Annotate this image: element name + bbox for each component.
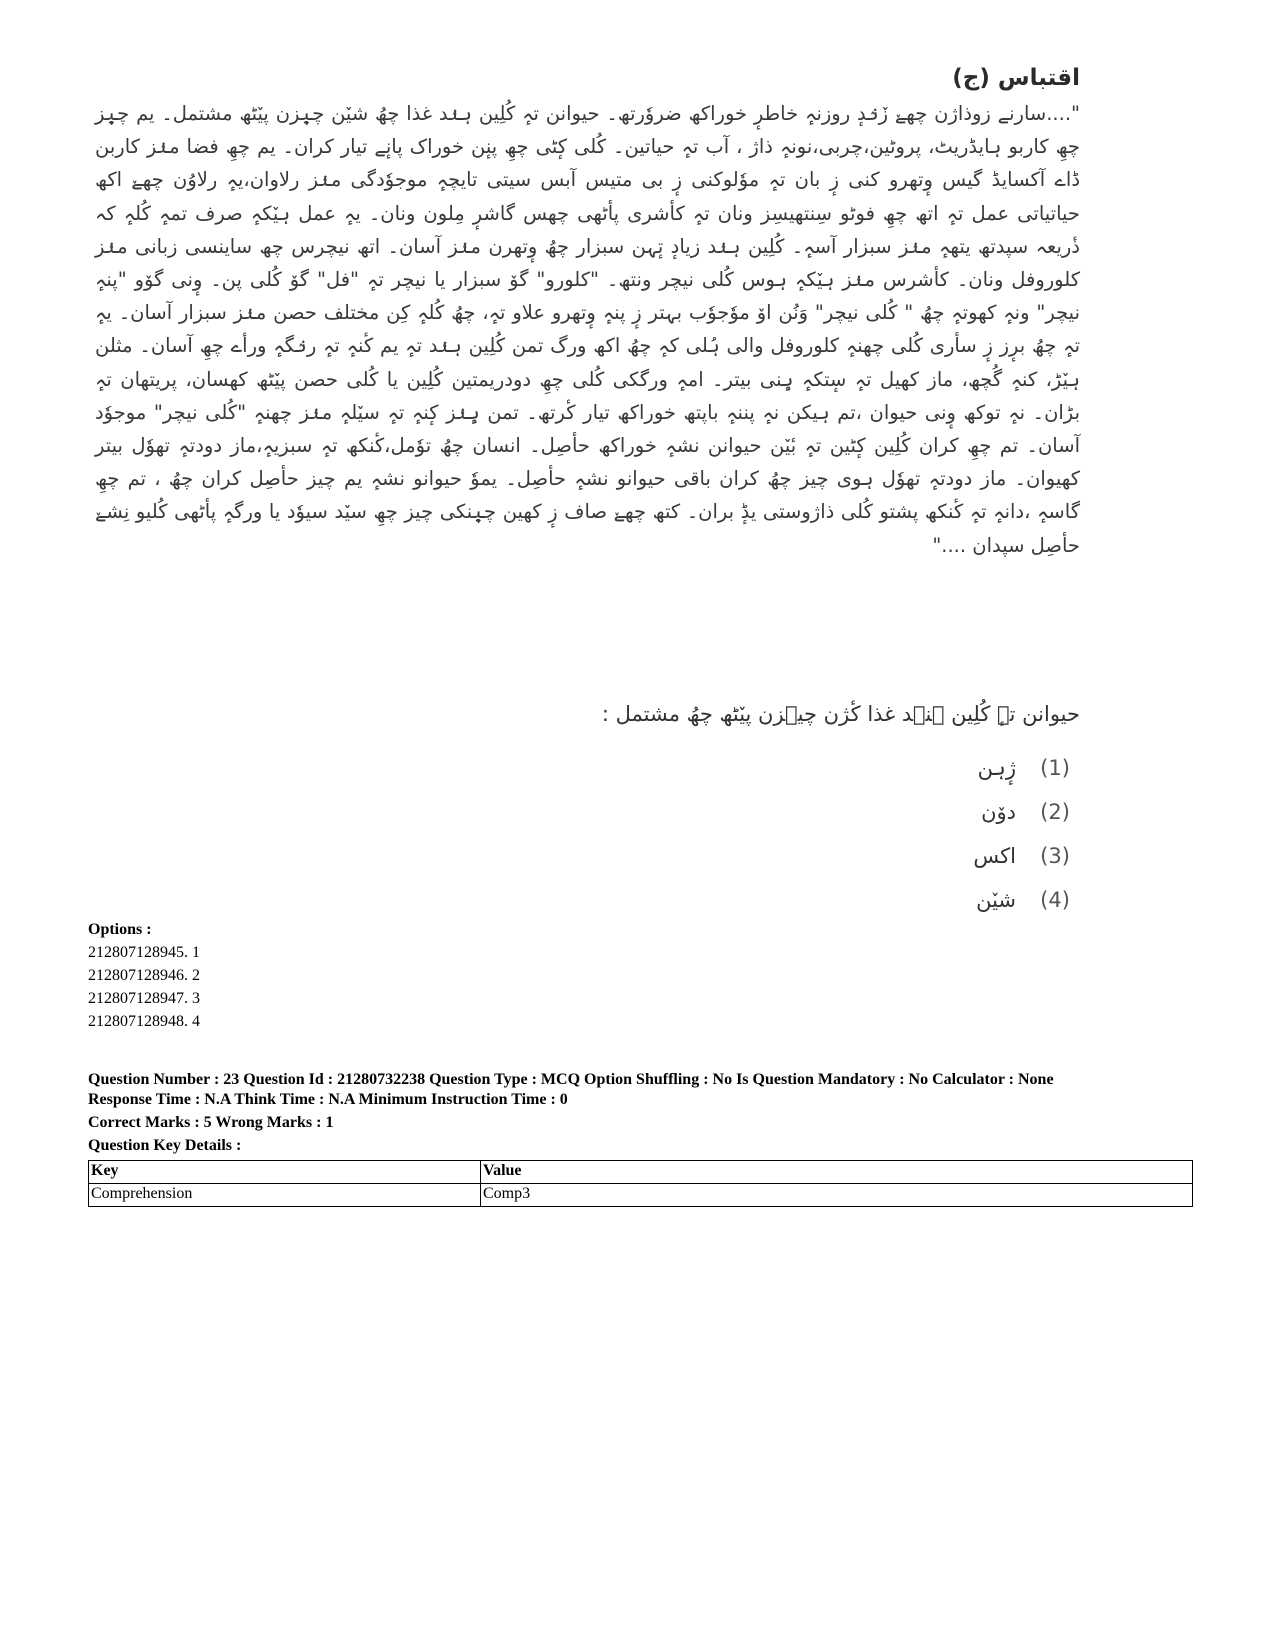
- option-id-item: 212807128945. 1: [88, 944, 200, 961]
- table-cell-key: Comprehension: [89, 1184, 481, 1207]
- table-header-row: [89, 1161, 1193, 1184]
- choice-number: (1): [1040, 756, 1070, 780]
- question-meta-line: Response Time : N.A Think Time : N.A Minimum Instruction Time : 0: [88, 1091, 568, 1108]
- table-row: [89, 1184, 1193, 1207]
- table-header-key: Key: [89, 1161, 481, 1184]
- passage-heading: اقتباس (ج): [952, 65, 1080, 91]
- choice-list: [860, 746, 1080, 922]
- question-stem: حیوانن تہٕ کُلِین ہنٛد غذا کٔژن چیٖزن پیٚٹھ چھُ مشتمل :: [601, 702, 1080, 726]
- choice-text: شیٚن: [976, 888, 1016, 912]
- choice-number: (3): [1040, 844, 1070, 868]
- question-meta: [88, 1070, 1198, 1156]
- choice-number: (2): [1040, 800, 1070, 824]
- key-details-label: Question Key Details :: [88, 1137, 242, 1154]
- choice-item: [860, 746, 1080, 790]
- choice-item: [860, 790, 1080, 834]
- choice-item: [860, 834, 1080, 878]
- option-id-item: 212807128948. 4: [88, 1013, 200, 1030]
- choice-text: دوٚن: [981, 800, 1016, 824]
- options-title: Options :: [88, 921, 152, 938]
- passage-block: [95, 65, 1080, 562]
- table-cell-value: Comp3: [481, 1184, 1193, 1207]
- marks-line: Correct Marks : 5 Wrong Marks : 1: [88, 1114, 334, 1131]
- question-meta-line: Question Number : 23 Question Id : 21280732238 Question Type : MCQ Option Shuffling : No Is Question Mandatory : No Calculator : None: [88, 1071, 1054, 1088]
- key-details-table: [88, 1160, 1193, 1207]
- choice-item: [860, 878, 1080, 922]
- table-header-value: Value: [481, 1161, 1193, 1184]
- choice-text: اکس: [973, 844, 1016, 868]
- choice-text: ژٕہن: [977, 756, 1016, 780]
- choice-number: (4): [1040, 888, 1070, 912]
- options-block: [88, 918, 200, 1033]
- option-id-item: 212807128946. 2: [88, 967, 200, 984]
- passage-text: "....سارنے زوذاژن چھےٚ زٚنٛدٕ روزنہٕ خاطرٕ خوراکھ ضروٗرتھ۔ حیوانن تہٕ کُلِین ہنٛد غذا چھُ شیٚن چیٖزن پیٚٹھ مشتمل۔ یم چیٖز چھِ کاربو ہایڈریٹ، پروٹین،چربی،نونہٕ ذاژ ، آب تہٕ حیاتین۔ کُلی کٕٹی چھِ پنٕن خوراک پانٕے تیار کران۔ یم چھِ فضا منٛز کاربن ڈاے آکسایڈ گیس وٕتھرو کنی زٕ بان تہٕ موٗلوکنی زٕ بی متیس آبس سیتی تایچہٕ موجوٗدگی منٛز رلاوان،یہٕ رلاوُن چھےٚ اکھ حیاتیاتی عمل تہٕ اتھ چھِ فوٹو سِنتھیسِز ونان تہٕ کأشری پأٹھی چھس گاشرٕ مِلون ونان۔ یہٕ عمل ہیٚکہٕ صرف تمہٕ کُلہٕ کہ ذٔریعہ سپدتھ یتھہٕ منٛز سبزار آسہٕ۔ کُلِین ہنٛد زیادٕ تٕہن سبزار چھُ وٕتھرن منٛز آسان۔ اتھ نیچرس چھ ساینسی زبانی منٛز کلوروفل ونان۔ کأشرس منٛز ہیٚکہٕ ہوس کُلی نیچر ونتھ۔ "کلورو" گوٚ سبزار یا نیچر تہٕ "فل" گوٚ کُلی پن۔ وٕنی گوٚو "پنہٕ نیچر" ونہٕ کھوتہٕ چھُ " کُلی نیچر" وَنُن اوٚ موٗجوٗب بہتر زٕ پنہٕ وٕتھرو علاو تہٕ، چھُ کُلہٕ کِن مختلف حصن منٛز سبزار آسان۔ یہٕ تہٕ چھُ برٕز زٕ سأری کُلی چھنہٕ کلوروفل والی ہُلی کہٕ چھُ اکھ ورگ تمن کُلِین ہنٛد تہٕ یم کٔنہٕ تہٕ رنٛگہٕ ورأے چھِ آسان۔ مثلن ہیٚڑ، کنہٕ گُچھ، ماز کھیل تہٕ سٕتکہٕ ہٕنی بیتر۔ امہٕ ورگکی کُلی چھِ دودریمتین کُلِین یا کُلی حصن پیٚٹھ کھسان، پریتھان تہٕ بڑان۔ نہٕ توکھ وٕنی حیوان ،تم ہیکن نہٕ پننہٕ باپتھ خوراکھ تیار کٔرتھ۔ تمن ہٕنٛز کٕنہٕ تہٕ سیٚلہٕ منٛز چھنہٕ "کُلی نیچر" موجوٗد آسان۔ تم چھِ کران کُلِین کٕٹین تہٕ بٔیٚن حیوانن نشہٕ خوراکھ حأصِل۔ انسان چھُ توٗمل،کٔنکھ تہٕ سبزیہٕ،ماز دودتہٕ تھوٗل بیتر کھیوان۔ ماز دودتہٕ تھوٗل ہوی چیز چھُ کران باقی حیوانو نشہٕ حأصِل۔ یموٗ حیوانو نشہٕ یم چیز حأصِل کران چھُ ، تم چھِ گاسہٕ ،دانہٕ تہٕ کٔنکھ پشتو کُلی ذاژوستی یڈٕ بران۔ کتھ چھےٚ صاف زٕ کھین چیٖنکی چیز چھِ سیٚد سیوٗد یا ورگہٕ پأٹھی کُلیو نِشےٚ حأصِل سپدان ....": [95, 102, 1080, 557]
- option-id-item: 212807128947. 3: [88, 990, 200, 1007]
